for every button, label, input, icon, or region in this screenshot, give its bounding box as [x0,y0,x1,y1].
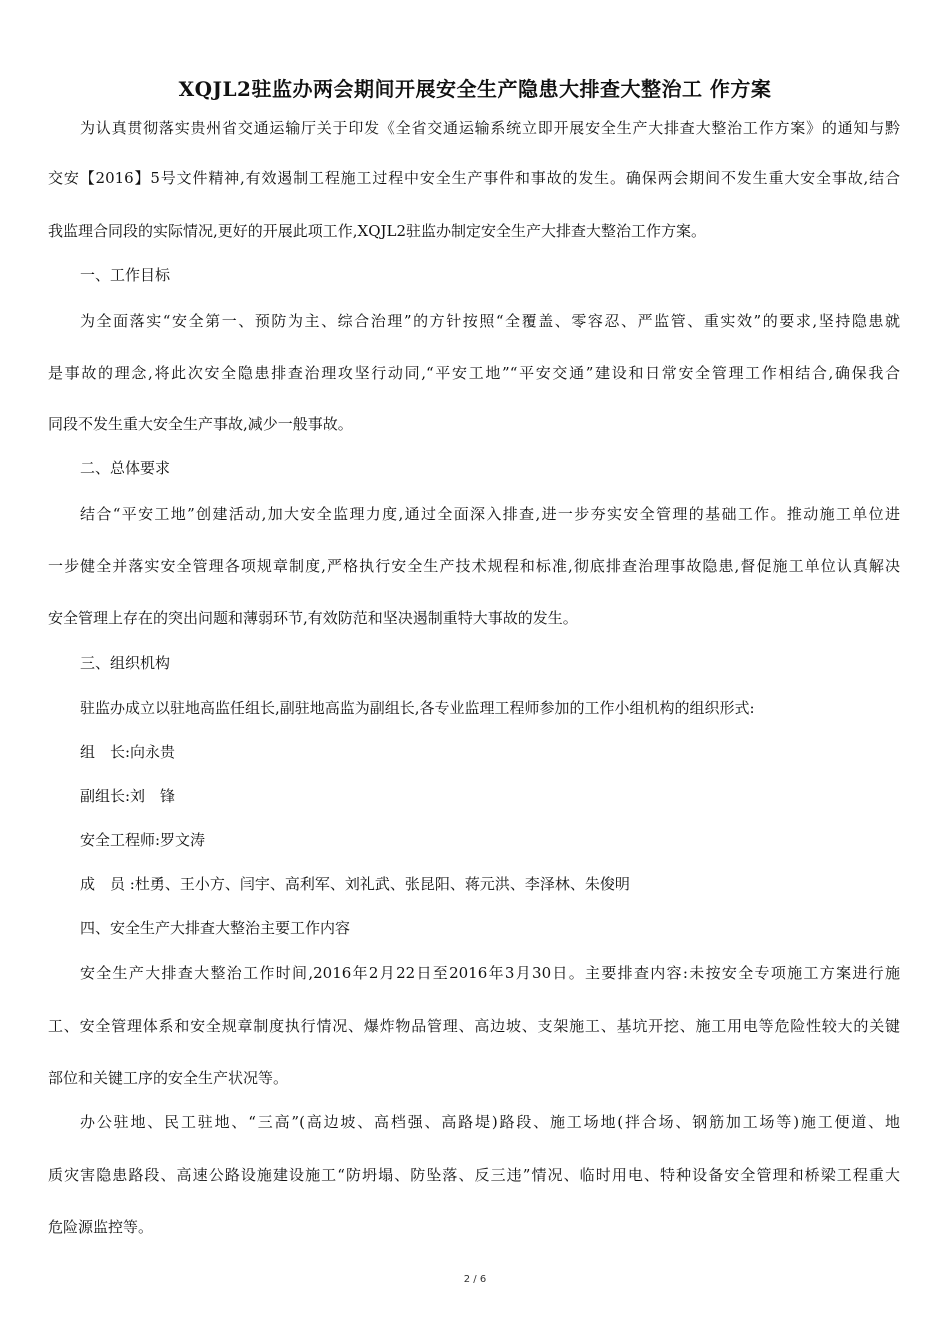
section-2-line-1: 结合“平安工地”创建活动,加大安全监理力度,通过全面深入排查,进一步夯实安全管理的基础工作。推动施工单位进 [80,505,900,523]
section-1-line-2: 是事故的理念,将此次安全隐患排查治理攻坚行动同,“平安工地”“平安交通”建设和日常安全管理工作相结合,确保我合 [48,364,900,382]
org-deputy: 副组长:刘 锋 [80,787,176,805]
section-4-para-1-line-3: 部位和关键工序的安全生产状况等。 [48,1069,289,1087]
section-1-line-1: 为全面落实“安全第一、预防为主、综合治理”的方针按照“全覆盖、零容忍、严监管、重实效”的要求,坚持隐患就 [80,312,900,330]
section-1-heading: 一、工作目标 [80,266,171,284]
section-3-intro: 驻监办成立以驻地高监任组长,副驻地高监为副组长,各专业监理工程师参加的工作小组机构的组织形式: [80,699,755,717]
section-1-line-3: 同段不发生重大安全生产事故,减少一般事故。 [48,415,353,433]
intro-line-1: 为认真贯彻落实贵州省交通运输厅关于印发《全省交通运输系统立即开展安全生产大排查大整治工作方案》的通知与黔 [80,119,900,137]
section-4-para-2-line-2: 质灾害隐患路段、高速公路设施建设施工“防坍塌、防坠落、反三违”情况、临时用电、特种设备安全管理和桥梁工程重大 [48,1166,900,1184]
document-title: XQJL2驻监办两会期间开展安全生产隐患大排查大整治工 作方案 [178,77,772,101]
org-leader: 组 长:向永贵 [80,743,176,761]
section-2-line-3: 安全管理上存在的突出问题和薄弱环节,有效防范和坚决遏制重特大事故的发生。 [48,609,578,627]
section-4-para-1-line-2: 工、安全管理体系和安全规章制度执行情况、爆炸物品管理、高边坡、支架施工、基坑开挖、施工用电等危险性较大的关键 [48,1017,900,1035]
section-3-heading: 三、组织机构 [80,654,171,672]
intro-line-2: 交安【2016】5号文件精神,有效遏制工程施工过程中安全生产事件和事故的发生。确保两会期间不发生重大安全事故,结合 [48,169,900,187]
intro-line-3: 我监理合同段的实际情况,更好的开展此项工作,XQJL2驻监办制定安全生产大排查大整治工作方案。 [48,222,707,240]
org-members: 成 员 :杜勇、王小方、闫宇、高利军、刘礼武、张昆阳、蒋元洪、李泽林、朱俊明 [80,875,630,893]
section-2-line-2: 一步健全并落实安全管理各项规章制度,严格执行安全生产技术规程和标准,彻底排查治理事故隐患,督促施工单位认真解决 [48,557,900,575]
section-4-para-2-line-3: 危险源监控等。 [48,1218,154,1236]
section-4-para-2-line-1: 办公驻地、民工驻地、“三高”(高边坡、高档强、高路堤)路段、施工场地(拌合场、钢筋加工场等)施工便道、地 [80,1113,900,1131]
page-number: 2 / 6 [463,1274,487,1285]
section-4-para-1-line-1: 安全生产大排查大整治工作时间,2016年2月22日至2016年3月30日。主要排查内容:未按安全专项施工方案进行施 [80,964,900,982]
section-2-heading: 二、总体要求 [80,459,171,477]
section-4-heading: 四、安全生产大排查大整治主要工作内容 [80,919,351,937]
org-safety-engineer: 安全工程师:罗文涛 [80,831,206,849]
